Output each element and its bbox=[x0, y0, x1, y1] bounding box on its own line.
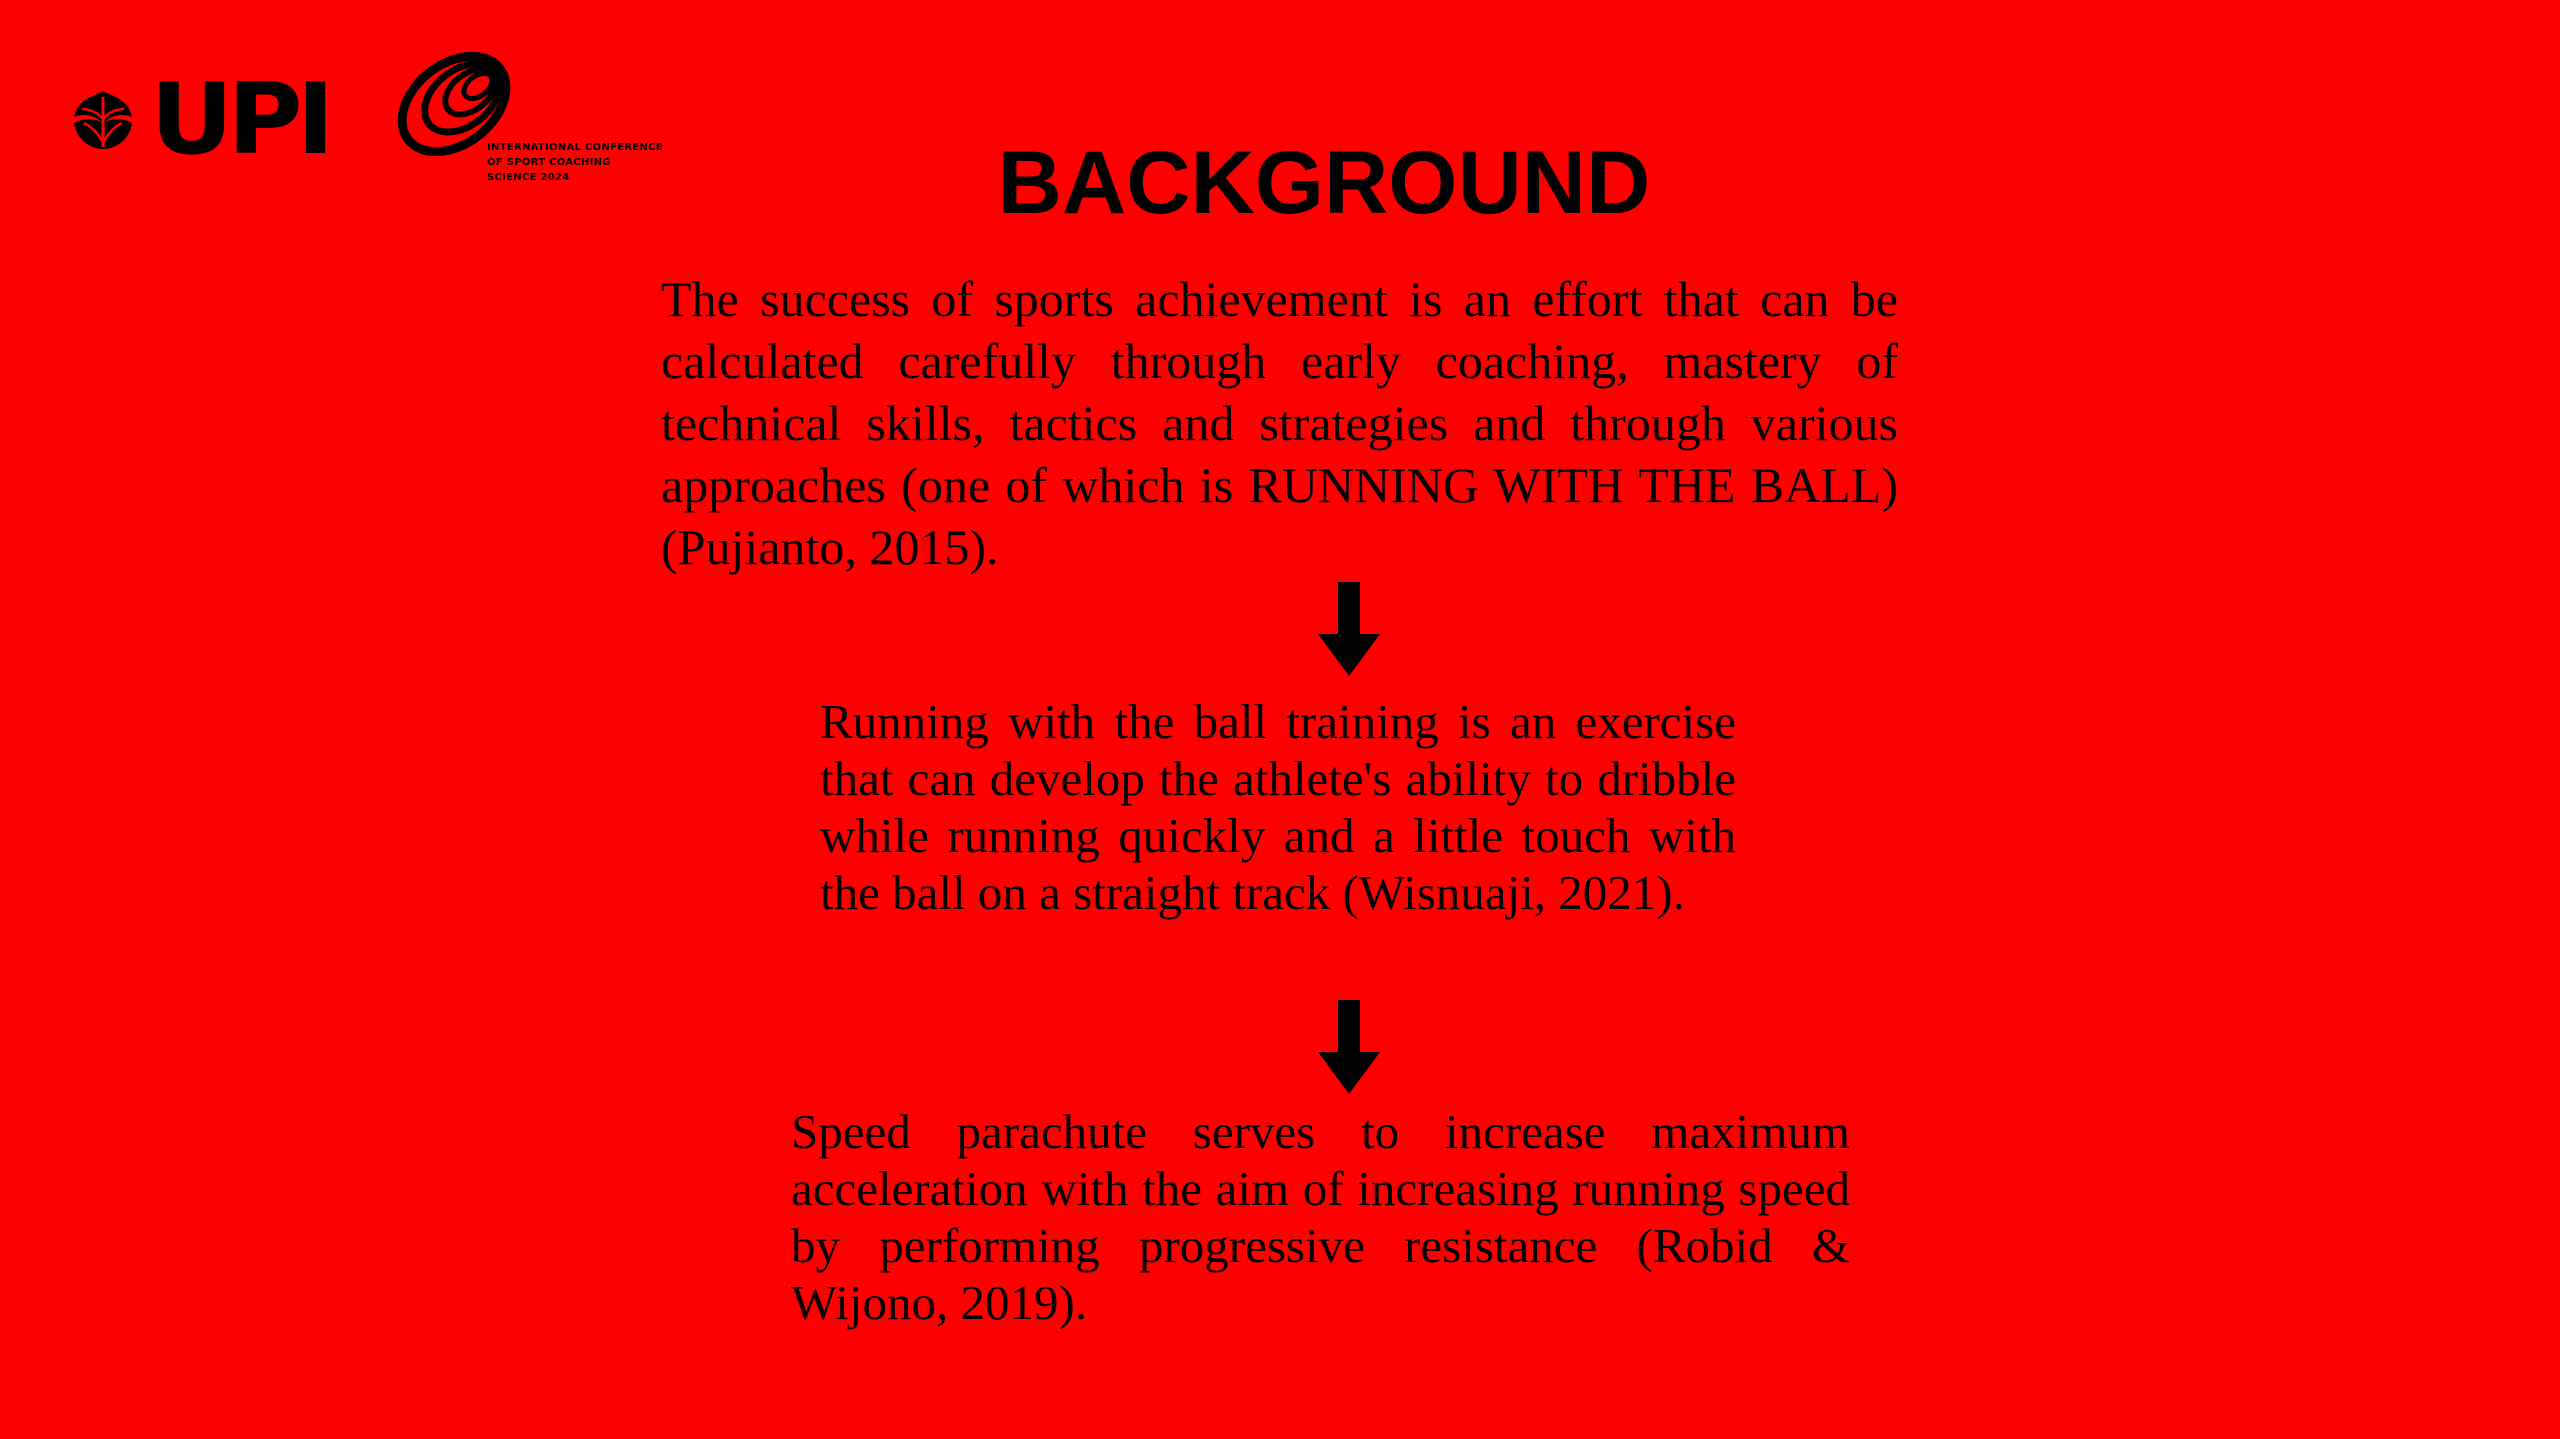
paragraph-speed-parachute: Speed parachute serves to increase maximum acceleration with the aim of increasing running speed by performing progressive resistance (Robid & Wijono, 2019). bbox=[791, 1104, 1850, 1330]
arrow-down-icon bbox=[1318, 582, 1380, 676]
conference-logo-text: INTERNATIONAL CONFERENCE OF SPORT COACHING SCIENCE 2024 bbox=[487, 142, 663, 183]
upi-wordmark: UPI bbox=[150, 63, 329, 177]
page-title: BACKGROUND bbox=[997, 132, 1651, 232]
arrow-down-icon bbox=[1318, 1000, 1380, 1094]
paragraph-running-with-ball: Running with the ball training is an exercise that can develop the athlete's ability to dribble while running quickly and a little touch with the ball on a straight track (Wisnuaji, 2021). bbox=[820, 694, 1736, 920]
paragraph-success: The success of sports achievement is an effort that can be calculated carefully through early coaching, mastery of technical skills, tactics and strategies and through various approaches (one of which is RUNNING WITH THE BALL) (Pujianto, 2015). bbox=[661, 271, 1898, 575]
